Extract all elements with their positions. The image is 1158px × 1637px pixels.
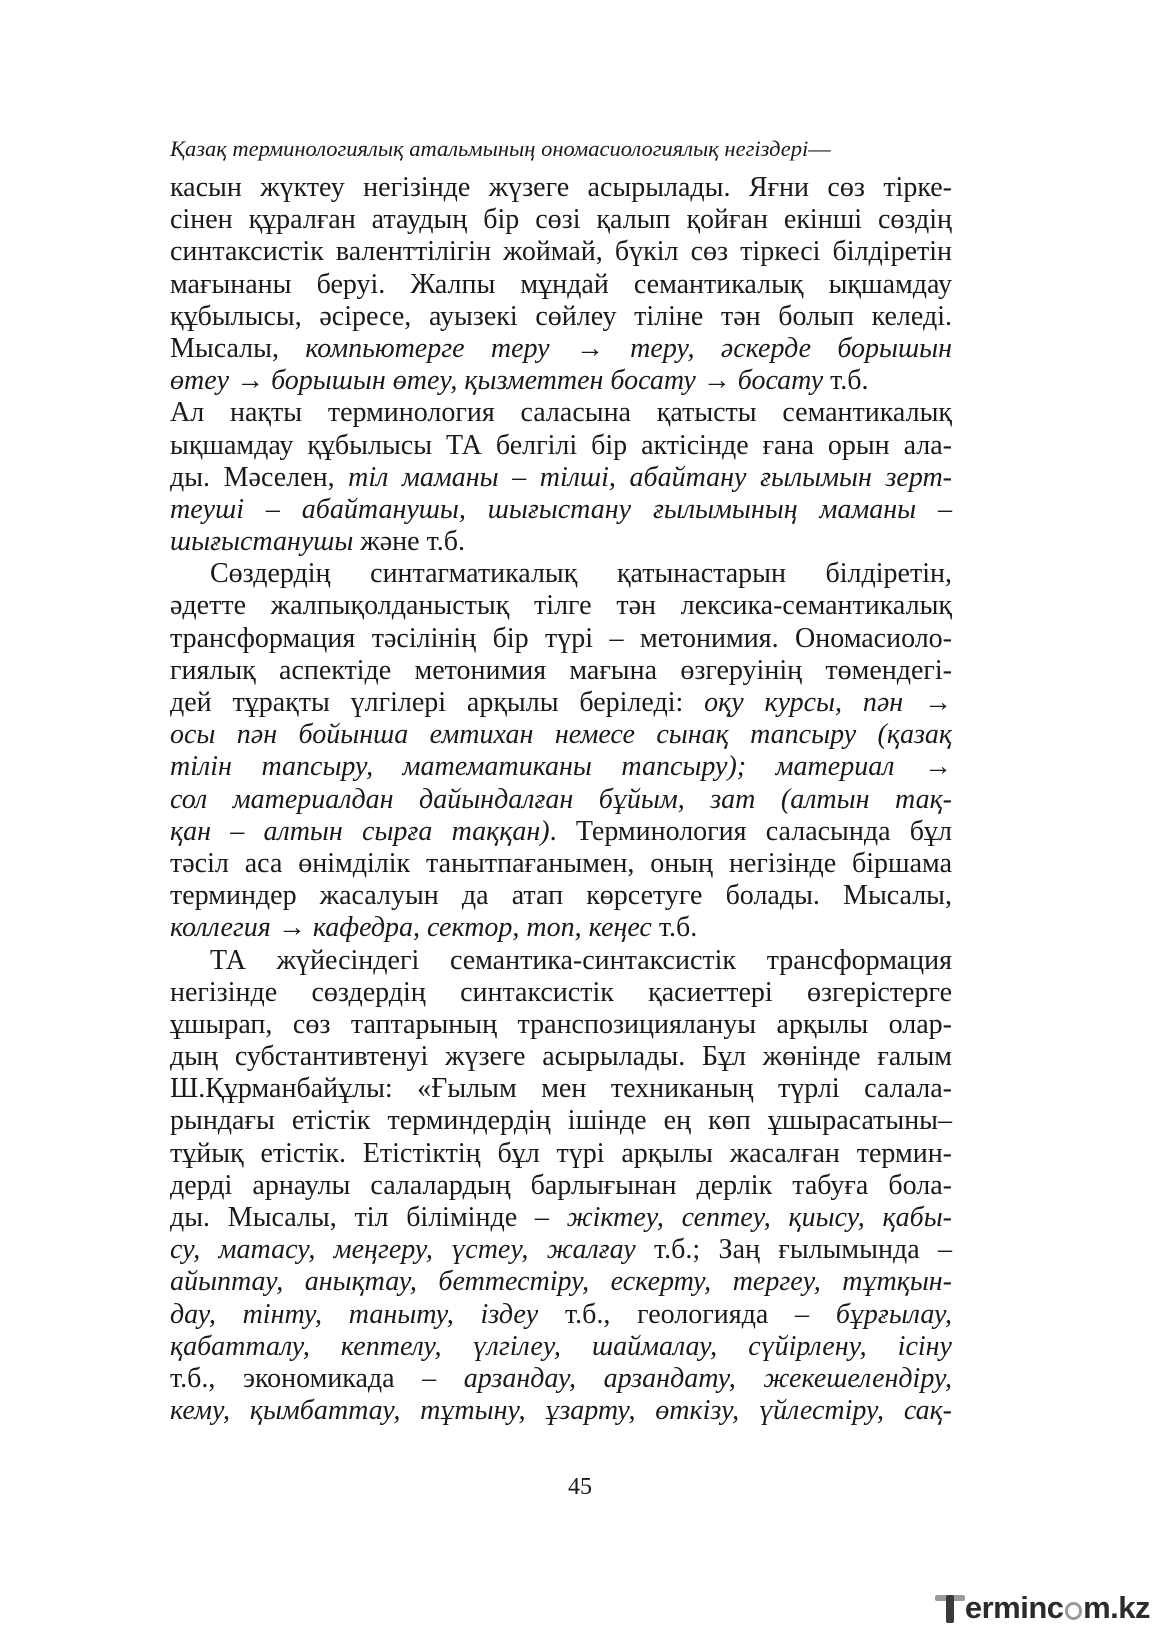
text-line [170,687,952,719]
text-line [170,1299,952,1331]
text-line [170,301,952,333]
text-segment: мағынаны беруі. Жалпы мұндай семантикалық ықшамдау [170,268,952,300]
italic-segment: тіл маманы – тілші, абайтану ғылымын зерт- [348,461,952,493]
text-segment: ұшырап, сөз таптарының транспозициялануы арқылы олар- [170,1008,952,1040]
text-segment: сінен құралған атаудың бір сөзі қалып қойған екінші сөздің [170,204,952,236]
text-segment: ТА жүйесіндегі семантика-синтаксистік трансформация [210,944,952,976]
italic-segment: компьютерге теру → теру, әскерде борышын [305,332,952,364]
text-line [170,1009,952,1041]
italic-segment: дау, тінту, таныту, іздеу [170,1298,539,1330]
italic-segment: жіктеу, септеу, қиысу, қабы- [566,1202,952,1233]
italic-segment: айыптау, анықтау, беттестіру, ескерту, тергеу, тұтқын- [170,1266,952,1298]
text-segment: тәсіл аса өнімділік танытпағанымен, оның негізінде біршама [170,847,952,879]
text-segment: дың субстантивтенуі жүзеге асырылады. Бұл жөнінде ғалым [170,1041,952,1073]
text-line [170,719,952,751]
text-line [170,1363,952,1395]
text-segment: т.б. [651,912,698,944]
text-segment: . Терминология саласында бұл [549,815,953,847]
text-segment: ды. Мәселен, [170,461,349,493]
page-number: 45 [568,1474,592,1500]
text-segment: Мысалы, [170,332,306,364]
text-segment: т.б.; Заң ғылымында – [635,1234,952,1266]
running-header [170,133,952,165]
text-segment: Ал нақты терминология саласына қатысты семантикалық [170,397,952,429]
text-segment: және т.б. [353,526,465,558]
text-line [170,430,952,462]
italic-segment: осы пән бойынша емтихан немесе сынақ тапсыру (қазақ [170,719,952,751]
text-line [170,655,952,687]
text-line [170,880,952,912]
italic-segment: шығыстанушы [170,526,354,558]
text-segment: терминдер жасалуын да атап көрсетуге болады. Мысалы, [170,880,952,912]
text-line [170,590,952,622]
text-line [170,1395,952,1427]
running-header-title: Қазақ терминологиялық атальмының ономасиологиялық негіздері [170,136,809,161]
text-segment: негізінде сөздердің синтаксистік қасиеттері өзгерістерге [170,976,952,1008]
text-segment: гиялық аспектіде метонимия мағына өзгеруінің төмендегі- [170,654,952,686]
text-segment: трансформация тәсілінің бір түрі – метонимия. Ономасиоло- [170,622,952,654]
italic-segment: су, матасу, меңгеру, үстеу, жалғау [170,1234,636,1266]
logo-t-icon [935,1593,964,1623]
text-segment: Ш.Құрманбайұлы: «Ғылым мен техниканың түрлі салала- [170,1073,952,1105]
watermark-logo: erminc m.kz [935,1588,1150,1628]
text-segment: синтаксистік валенттілігін жоймай, бүкіл сөз тіркесі білдіретін [170,236,952,268]
text-line [170,1073,952,1105]
text-line [170,1266,952,1298]
text-line [170,269,952,301]
text-segment: касын жүктеу негізінде жүзеге асырылады. Яғни сөз тірке- [170,172,952,203]
text-line [170,1202,952,1234]
text-line [170,333,952,365]
italic-segment: қабатталу, кептелу, үлгілеу, шаймалау, сүйірлену, ісіну [170,1330,952,1362]
text-line [170,1041,952,1073]
italic-segment: өтеу → борышын өтеу, қызметтен босату → босату [170,365,824,397]
text-segment: т.б., экономикада – [170,1362,464,1394]
text-line [170,1138,952,1170]
text-segment: рындағы етістік терминдердің ішінде ең көп ұшырасатыны– [170,1105,952,1137]
italic-segment: арзандау, арзандату, жекешелендіру, [463,1362,952,1394]
text-line [170,848,952,880]
text-segment: ды. Мысалы, тіл білімінде – [170,1202,567,1233]
text-segment: ықшамдау құбылысы ТА белгілі бір актісінде ғана орын ала- [170,429,952,461]
text-line [170,816,952,848]
text-line [170,1331,952,1363]
italic-segment: теуші – абайтанушы, шығыстану ғылымының маманы – [170,493,952,525]
text-line [170,397,952,429]
text-line [170,365,952,397]
text-segment: тұйық етістік. Етістіктің бұл түрі арқылы жасалған термин- [170,1137,952,1169]
logo-o-icon [1065,1602,1083,1620]
text-line [170,1234,952,1266]
text-line [170,236,952,268]
text-line [170,912,952,944]
italic-segment: коллегия → кафедра, сектор, топ, кеңес [170,912,652,944]
italic-segment: кему, қымбаттау, тұтыну, ұзарту, өткізу, үйлестіру, сақ- [170,1395,952,1427]
text-segment: құбылысы, әсіресе, ауызекі сөйлеу тіліне тән болып келеді. [170,300,952,332]
text-line [170,558,952,590]
text-line [170,623,952,655]
text-segment: дей тұрақты үлгілері арқылы беріледі: [170,687,705,718]
text-segment: әдетте жалпықолданыстық тілге тән лексика-семантикалық [170,590,952,622]
italic-segment: оқу курсы, пән → [704,687,952,718]
italic-segment: бұрғылау, [835,1298,953,1330]
text-line [170,977,952,1009]
text-line [170,945,952,977]
running-header-dash: — [808,136,831,161]
text-segment: дерді арнаулы салалардың барлығынан дерлік табуға бола- [170,1169,952,1201]
text-line [170,204,952,236]
italic-segment: қан – алтын сырға таққан) [170,815,550,847]
text-line [170,1170,952,1202]
text-line [170,494,952,526]
italic-segment: тілін тапсыру, математиканы тапсыру); материал → [170,751,952,783]
text-line [170,462,952,494]
text-segment: Сөздердің синтагматикалық қатынастарын білдіретін, [210,558,952,590]
body-text [170,172,952,1427]
text-segment: т.б. [823,365,869,397]
text-line [170,751,952,783]
italic-segment: сол материалдан дайындалған бұйым, зат (алтын тақ- [170,783,952,815]
text-line [170,172,952,204]
text-segment: т.б., геологияда – [538,1298,836,1330]
text-line [170,1105,952,1137]
text-line [170,784,952,816]
text-line [170,526,952,558]
